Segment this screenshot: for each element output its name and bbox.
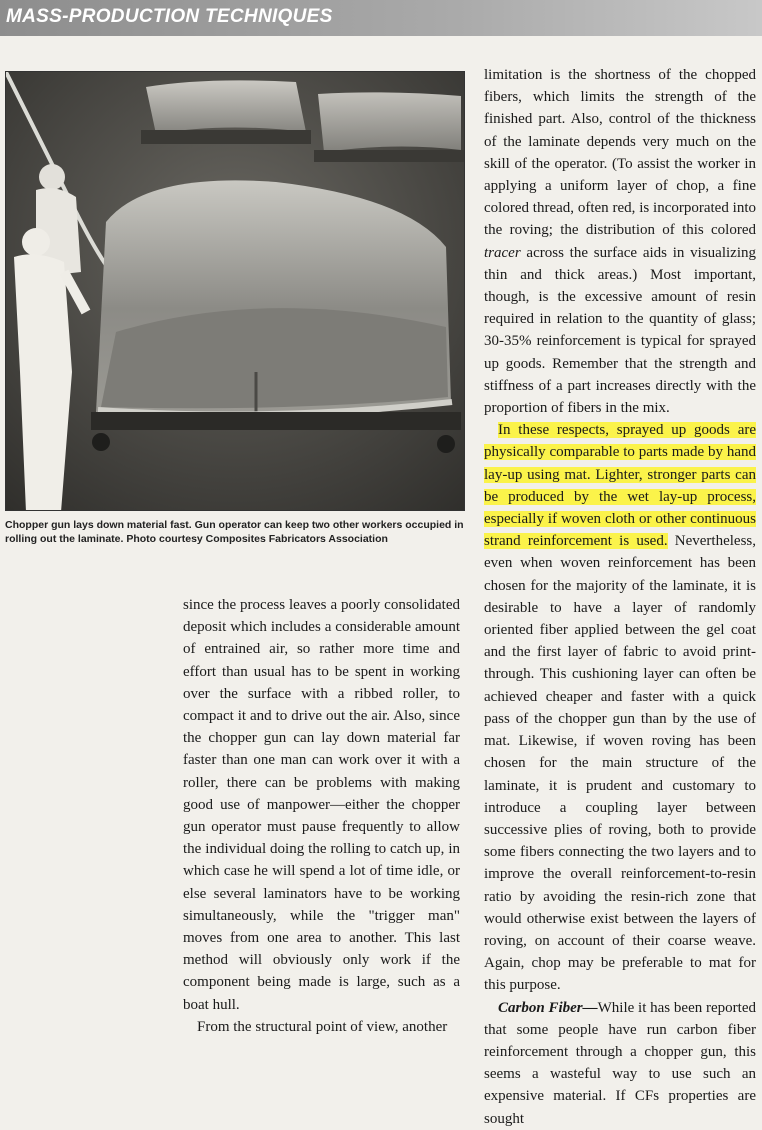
paragraph-text: limitation is the shortness of the chopped fibers, which limits the strength of the finished part. Also, control of the thickness of the laminate depends very much on the skill of the operator. (To assist the worker in applying a uniform layer of chop, a fine colored thread, often red, is incorporated into the roving; the distribution of this colored (484, 67, 756, 239)
photo-chopper-gun-molding (5, 71, 465, 511)
paragraph-text: Nevertheless, even when woven reinforcement has been chosen for the majority of the laminate, it is desirable to have a layer of randomly oriented fiber applied between the gel coat and the first layer of fabric to avoid print-through. This cushioning layer can often be achieved cheaper and faster with a quick pass of the chopper gun than by the use of mat. Likewise, if woven roving has been chosen for the main structure of the laminate, it is prudent and customary to introduce a coupling layer between successive plies of roving, both to provide some fibers connecting the two layers and to improve the overall reinforcement-to-resin ratio by avoiding the resin-rich zone that would otherwise exist between the layers of roving, on account of their coarse weave. Again, chop may be preferable to mat for this purpose. (484, 533, 756, 994)
paragraph (484, 64, 756, 419)
section-title: MASS-PRODUCTION TECHNIQUES (6, 6, 333, 27)
highlighted-text: In these respects, sprayed up goods are physically comparable to parts made by hand lay-up using mat. Lighter, stronger parts can be produced by the wet lay-up process, especially if woven cloth or other continuous strand reinforcement is used. (484, 422, 756, 550)
paragraph-text: across the surface aids in visualizing thin and thick areas.) Most important, though, is the excessive amount of resin required in relation to the quantity of glass; 30-35% reinforcement is typical for sprayed up goods. Remember that the strength and stiffness of a part increases directly with the proportion of fibers in the mix. (484, 244, 756, 417)
section-header-bar (0, 0, 762, 36)
left-column (183, 594, 460, 1038)
paragraph (484, 997, 756, 1130)
right-column (484, 64, 756, 1130)
photo-caption: Chopper gun lays down material fast. Gun operator can keep two other workers occupied in rolling out the laminate. Photo courtesy Composites Fabricators Association (5, 519, 464, 545)
paragraph-text: While it has been reported that some people have run carbon fiber reinforcement through a chopper gun, this seems a wasteful way to use such an expensive material. If CFs properties are sought (484, 999, 756, 1127)
subheading: Carbon Fiber— (498, 999, 598, 1016)
paragraph: From the structural point of view, another (197, 1018, 448, 1035)
emphasis-text: tracer (484, 244, 521, 261)
paragraph (484, 419, 756, 996)
photo-illustration (6, 72, 465, 511)
paragraph: since the process leaves a poorly consolidated deposit which includes a considerable amount of entrained air, so rather more time and effort than usual has to be spent in working over the surface with a ribbed roller, to compact it and to drive out the air. Also, since the chopper gun can lay down material far faster than one man can work over it with a roller, there can be problems with making good use of manpower—either the chopper gun operator must pause frequently to allow the individual doing the rolling to catch up, in which case he will spend a lot of time idle, or else several laminators have to be working simultaneously, while the "trigger man" moves from one area to another. This last method will obviously only work if the component being made is large, such as a boat hull. (183, 597, 460, 1013)
